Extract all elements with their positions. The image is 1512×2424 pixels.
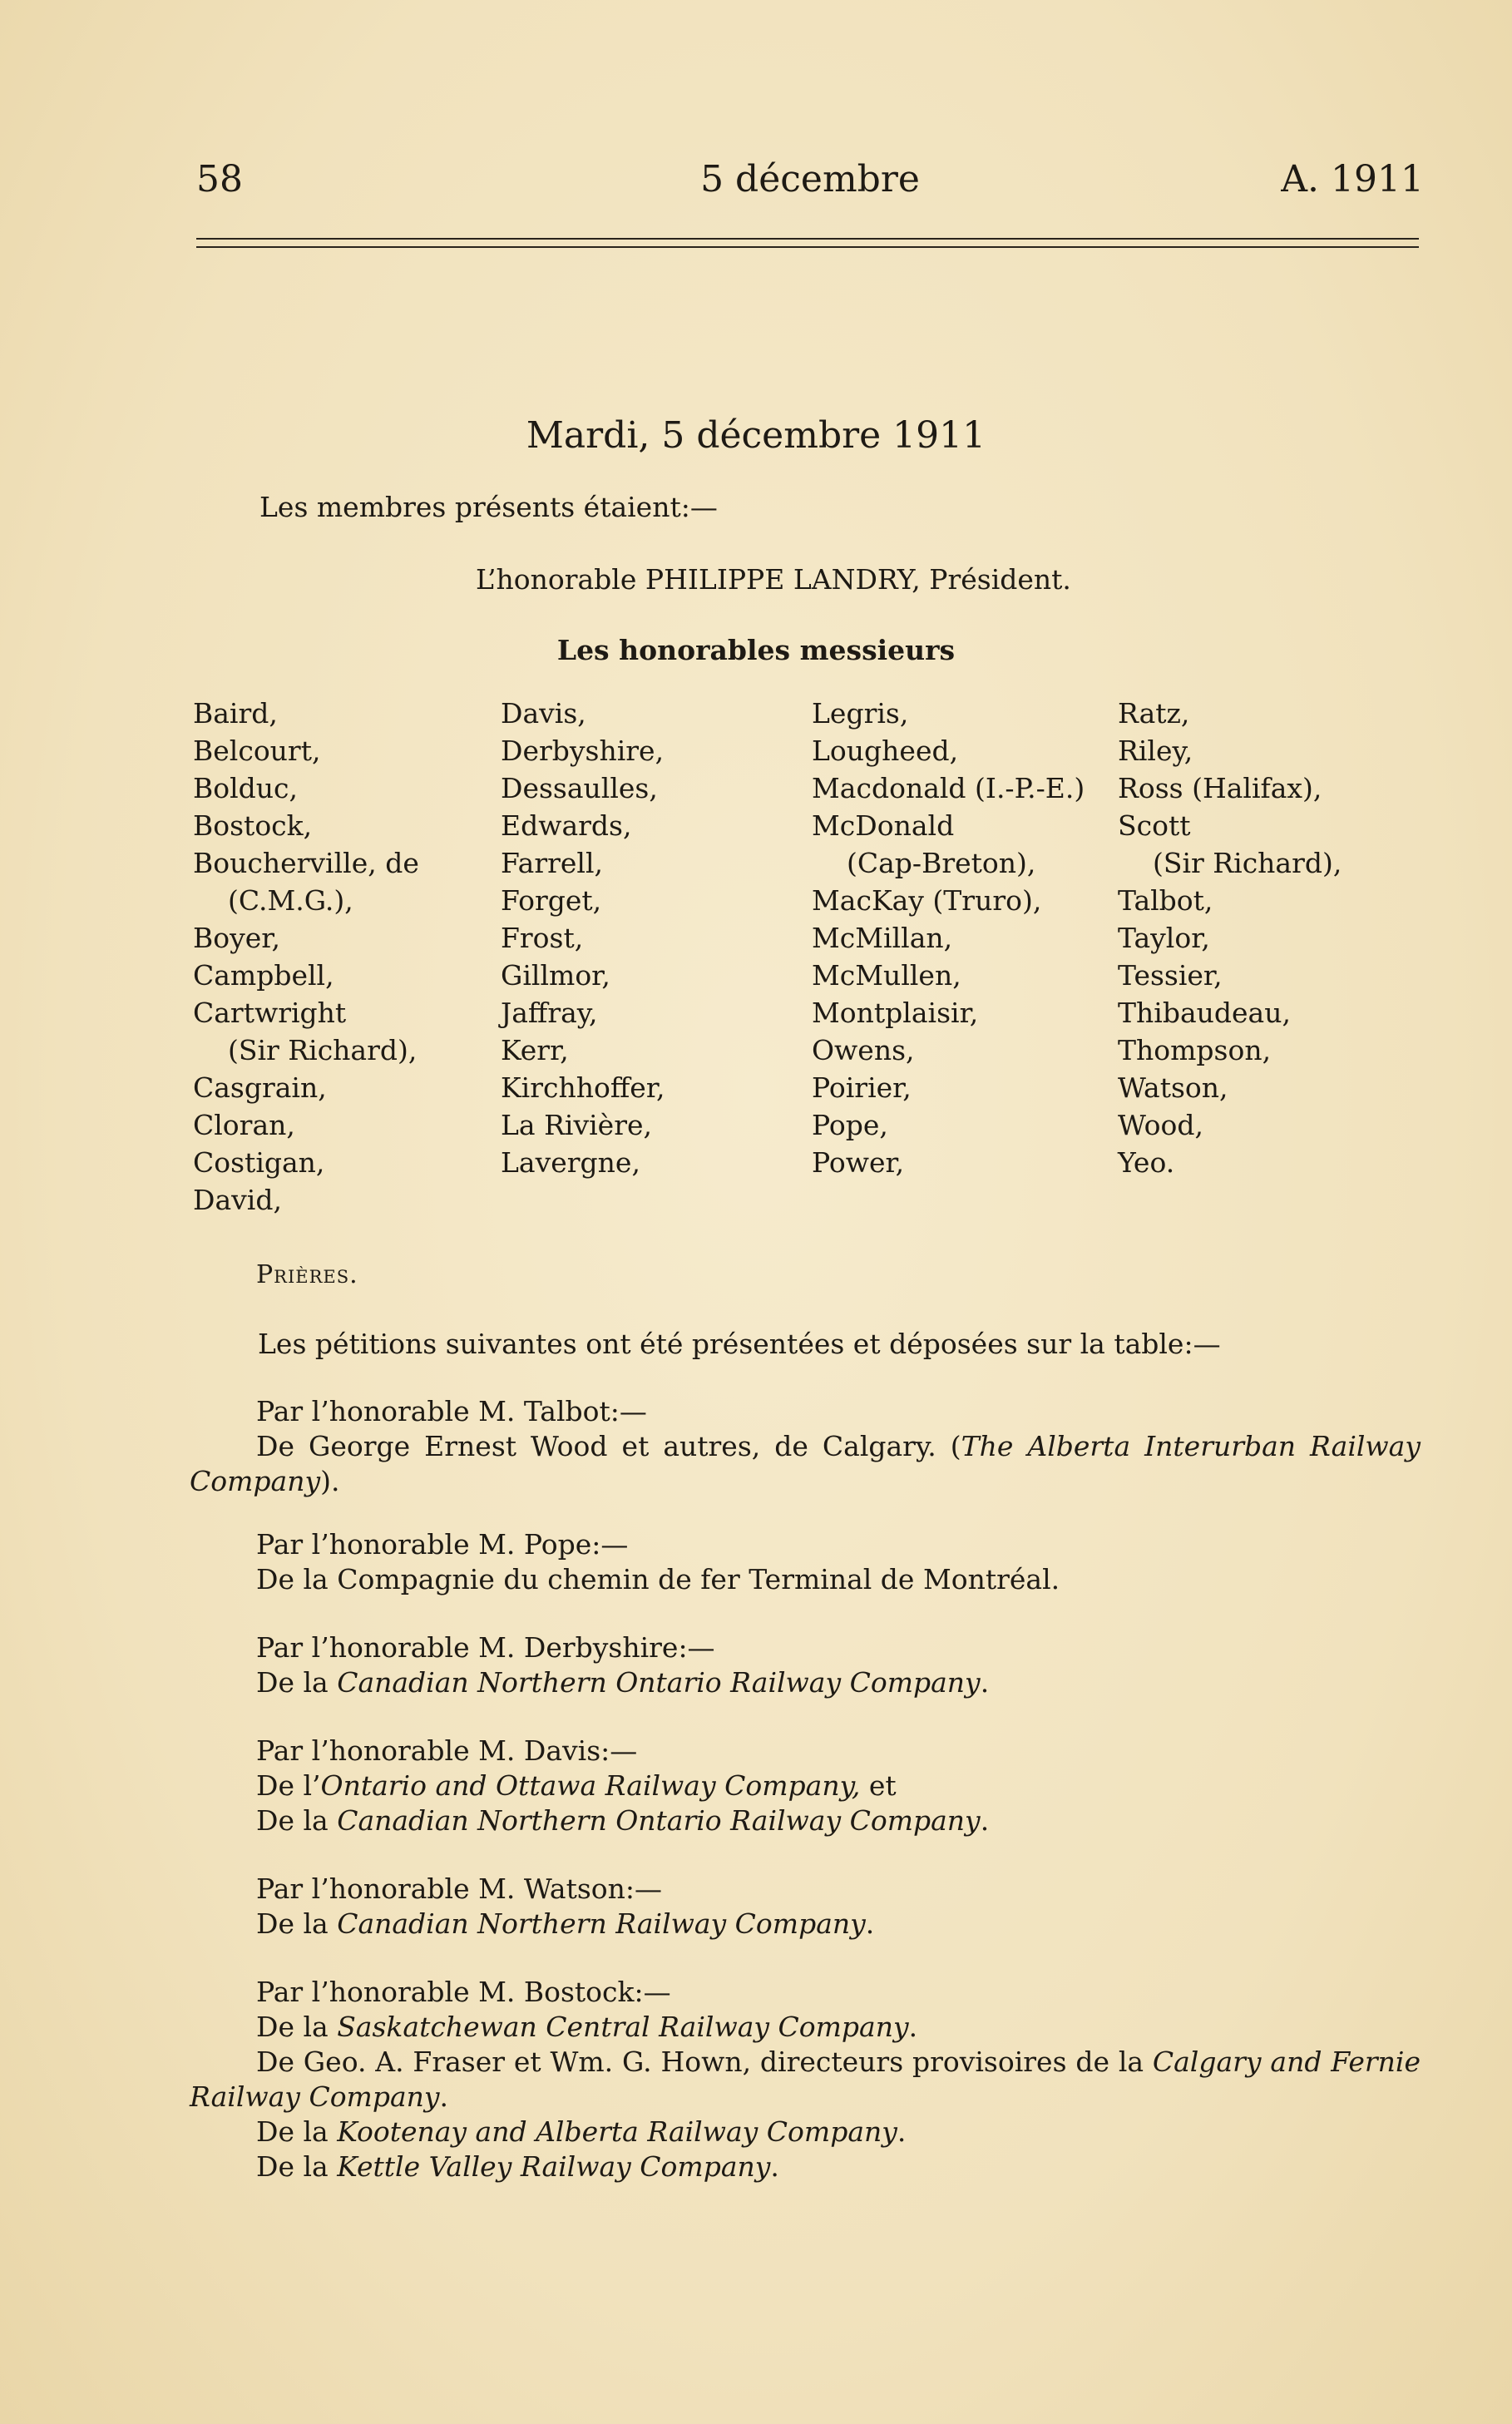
petition-text: De la Canadian Northern Railway Company. [256, 1907, 875, 1940]
member-name: Derbyshire, [501, 735, 665, 767]
member-name: MacKay (Truro), [812, 884, 1042, 917]
petition-derbyshire [190, 1630, 1421, 1700]
member-name: Pope, [812, 1109, 888, 1141]
member-name: McMullen, [812, 959, 961, 992]
member-name: Costigan, [193, 1146, 325, 1179]
member-name: Cartwright [193, 997, 347, 1029]
members-column-4 [1118, 695, 1342, 1181]
page-number: 58 [196, 158, 243, 200]
header-rule-top [196, 238, 1419, 240]
member-name: Edwards, [501, 809, 632, 842]
petition-text: De George Ernest Wood et autres, de Calgary. (The Alberta Interurban Railway Company). [190, 1430, 1421, 1497]
member-name: Boucherville, de [193, 847, 419, 879]
member-name: Thompson, [1118, 1034, 1272, 1066]
member-name: Cloran, [193, 1109, 295, 1141]
members-column-1 [193, 695, 419, 1219]
petition-davis [190, 1734, 1421, 1838]
member-name: Bostock, [193, 809, 313, 842]
members-intro: Les membres présents étaient:— [259, 491, 718, 523]
petition-watson [190, 1872, 1421, 1942]
petition-text: De la Kettle Valley Railway Company. [256, 2150, 779, 2183]
member-name: Frost, [501, 922, 584, 954]
sitting-title: Mardi, 5 décembre 1911 [526, 414, 986, 457]
member-name: La Rivière, [501, 1109, 652, 1141]
member-name: Ross (Halifax), [1118, 772, 1322, 804]
header-year: A. 1911 [1281, 158, 1424, 200]
petition-presenter: Par l’honorable M. Davis:— [256, 1734, 638, 1767]
petition-presenter: Par l’honorable M. Bostock:— [256, 1976, 671, 2008]
header-rule-bottom [196, 246, 1419, 248]
petition-text: De la Canadian Northern Ontario Railway Company. [256, 1804, 990, 1837]
header-date: 5 décembre [700, 158, 920, 200]
member-name-continuation: (C.M.G.), [228, 884, 353, 917]
member-name: Yeo. [1118, 1146, 1175, 1179]
member-name: Kirchhoffer, [501, 1071, 665, 1104]
members-column-3 [812, 695, 1085, 1181]
petition-text: De Geo. A. Fraser et Wm. G. Hown, directeurs provisoires de la Calgary and Fernie Railway Company. [190, 2046, 1421, 2113]
member-name: Montplaisir, [812, 997, 979, 1029]
member-name-continuation: (Sir Richard), [1153, 847, 1342, 879]
members-list [193, 695, 1424, 1227]
member-name: Baird, [193, 697, 278, 730]
member-name: Belcourt, [193, 735, 321, 767]
member-name: McDonald [812, 809, 955, 842]
member-name: Dessaulles, [501, 772, 658, 804]
member-name: McMillan, [812, 922, 953, 954]
petition-text: De l’Ontario and Ottawa Railway Company, et [256, 1769, 897, 1802]
member-name: Watson, [1118, 1071, 1228, 1104]
member-name: Riley, [1118, 735, 1193, 767]
member-name: Campbell, [193, 959, 334, 992]
member-name: Ratz, [1118, 697, 1190, 730]
member-name: Talbot, [1118, 884, 1213, 917]
petition-text: De la Compagnie du chemin de fer Terminal de Montréal. [256, 1563, 1060, 1595]
member-name: Casgrain, [193, 1071, 327, 1104]
member-name-continuation: (Cap-Breton), [847, 847, 1036, 879]
member-name: Davis, [501, 697, 586, 730]
petition-text: De la Saskatchewan Central Railway Company. [256, 2011, 918, 2043]
member-name: Poirier, [812, 1071, 912, 1104]
member-name: Thibaudeau, [1118, 997, 1291, 1029]
running-header [196, 158, 1424, 208]
member-name: Farrell, [501, 847, 604, 879]
member-name: Power, [812, 1146, 905, 1179]
petition-text: De la Kootenay and Alberta Railway Company. [256, 2115, 907, 2148]
petition-talbot [190, 1394, 1421, 1499]
member-name: Lavergne, [501, 1146, 640, 1179]
petition-pope [190, 1527, 1421, 1597]
member-name: Taylor, [1118, 922, 1210, 954]
member-name: Boyer, [193, 922, 280, 954]
member-name: Scott [1118, 809, 1191, 842]
petitions-intro: Les pétitions suivantes ont été présentées et déposées sur la table:— [258, 1328, 1221, 1360]
messieurs-heading: Les honorables messieurs [556, 634, 956, 666]
member-name: Forget, [501, 884, 602, 917]
member-name: Kerr, [501, 1034, 569, 1066]
petition-presenter: Par l’honorable M. Pope:— [256, 1528, 629, 1561]
member-name-continuation: (Sir Richard), [228, 1034, 418, 1066]
member-name: Jaffray, [501, 997, 598, 1029]
petition-presenter: Par l’honorable M. Derbyshire:— [256, 1631, 715, 1664]
member-name: Legris, [812, 697, 909, 730]
member-name: Owens, [812, 1034, 915, 1066]
petition-presenter: Par l’honorable M. Watson:— [256, 1872, 663, 1905]
member-name: Wood, [1118, 1109, 1204, 1141]
petition-presenter: Par l’honorable M. Talbot:— [256, 1395, 647, 1427]
member-name: Gillmor, [501, 959, 610, 992]
member-name: David, [193, 1184, 282, 1216]
member-name: Macdonald (I.-P.-E.) [812, 772, 1085, 804]
petition-bostock [190, 1975, 1421, 2184]
prayers-heading: Prières. [256, 1260, 358, 1289]
petition-text: De la Canadian Northern Ontario Railway Company. [256, 1666, 990, 1699]
member-name: Bolduc, [193, 772, 299, 804]
member-name: Lougheed, [812, 735, 959, 767]
member-name: Tessier, [1118, 959, 1223, 992]
president-line: L’honorable PHILIPPE LANDRY, Président. [476, 563, 1071, 596]
members-column-2 [501, 695, 665, 1181]
